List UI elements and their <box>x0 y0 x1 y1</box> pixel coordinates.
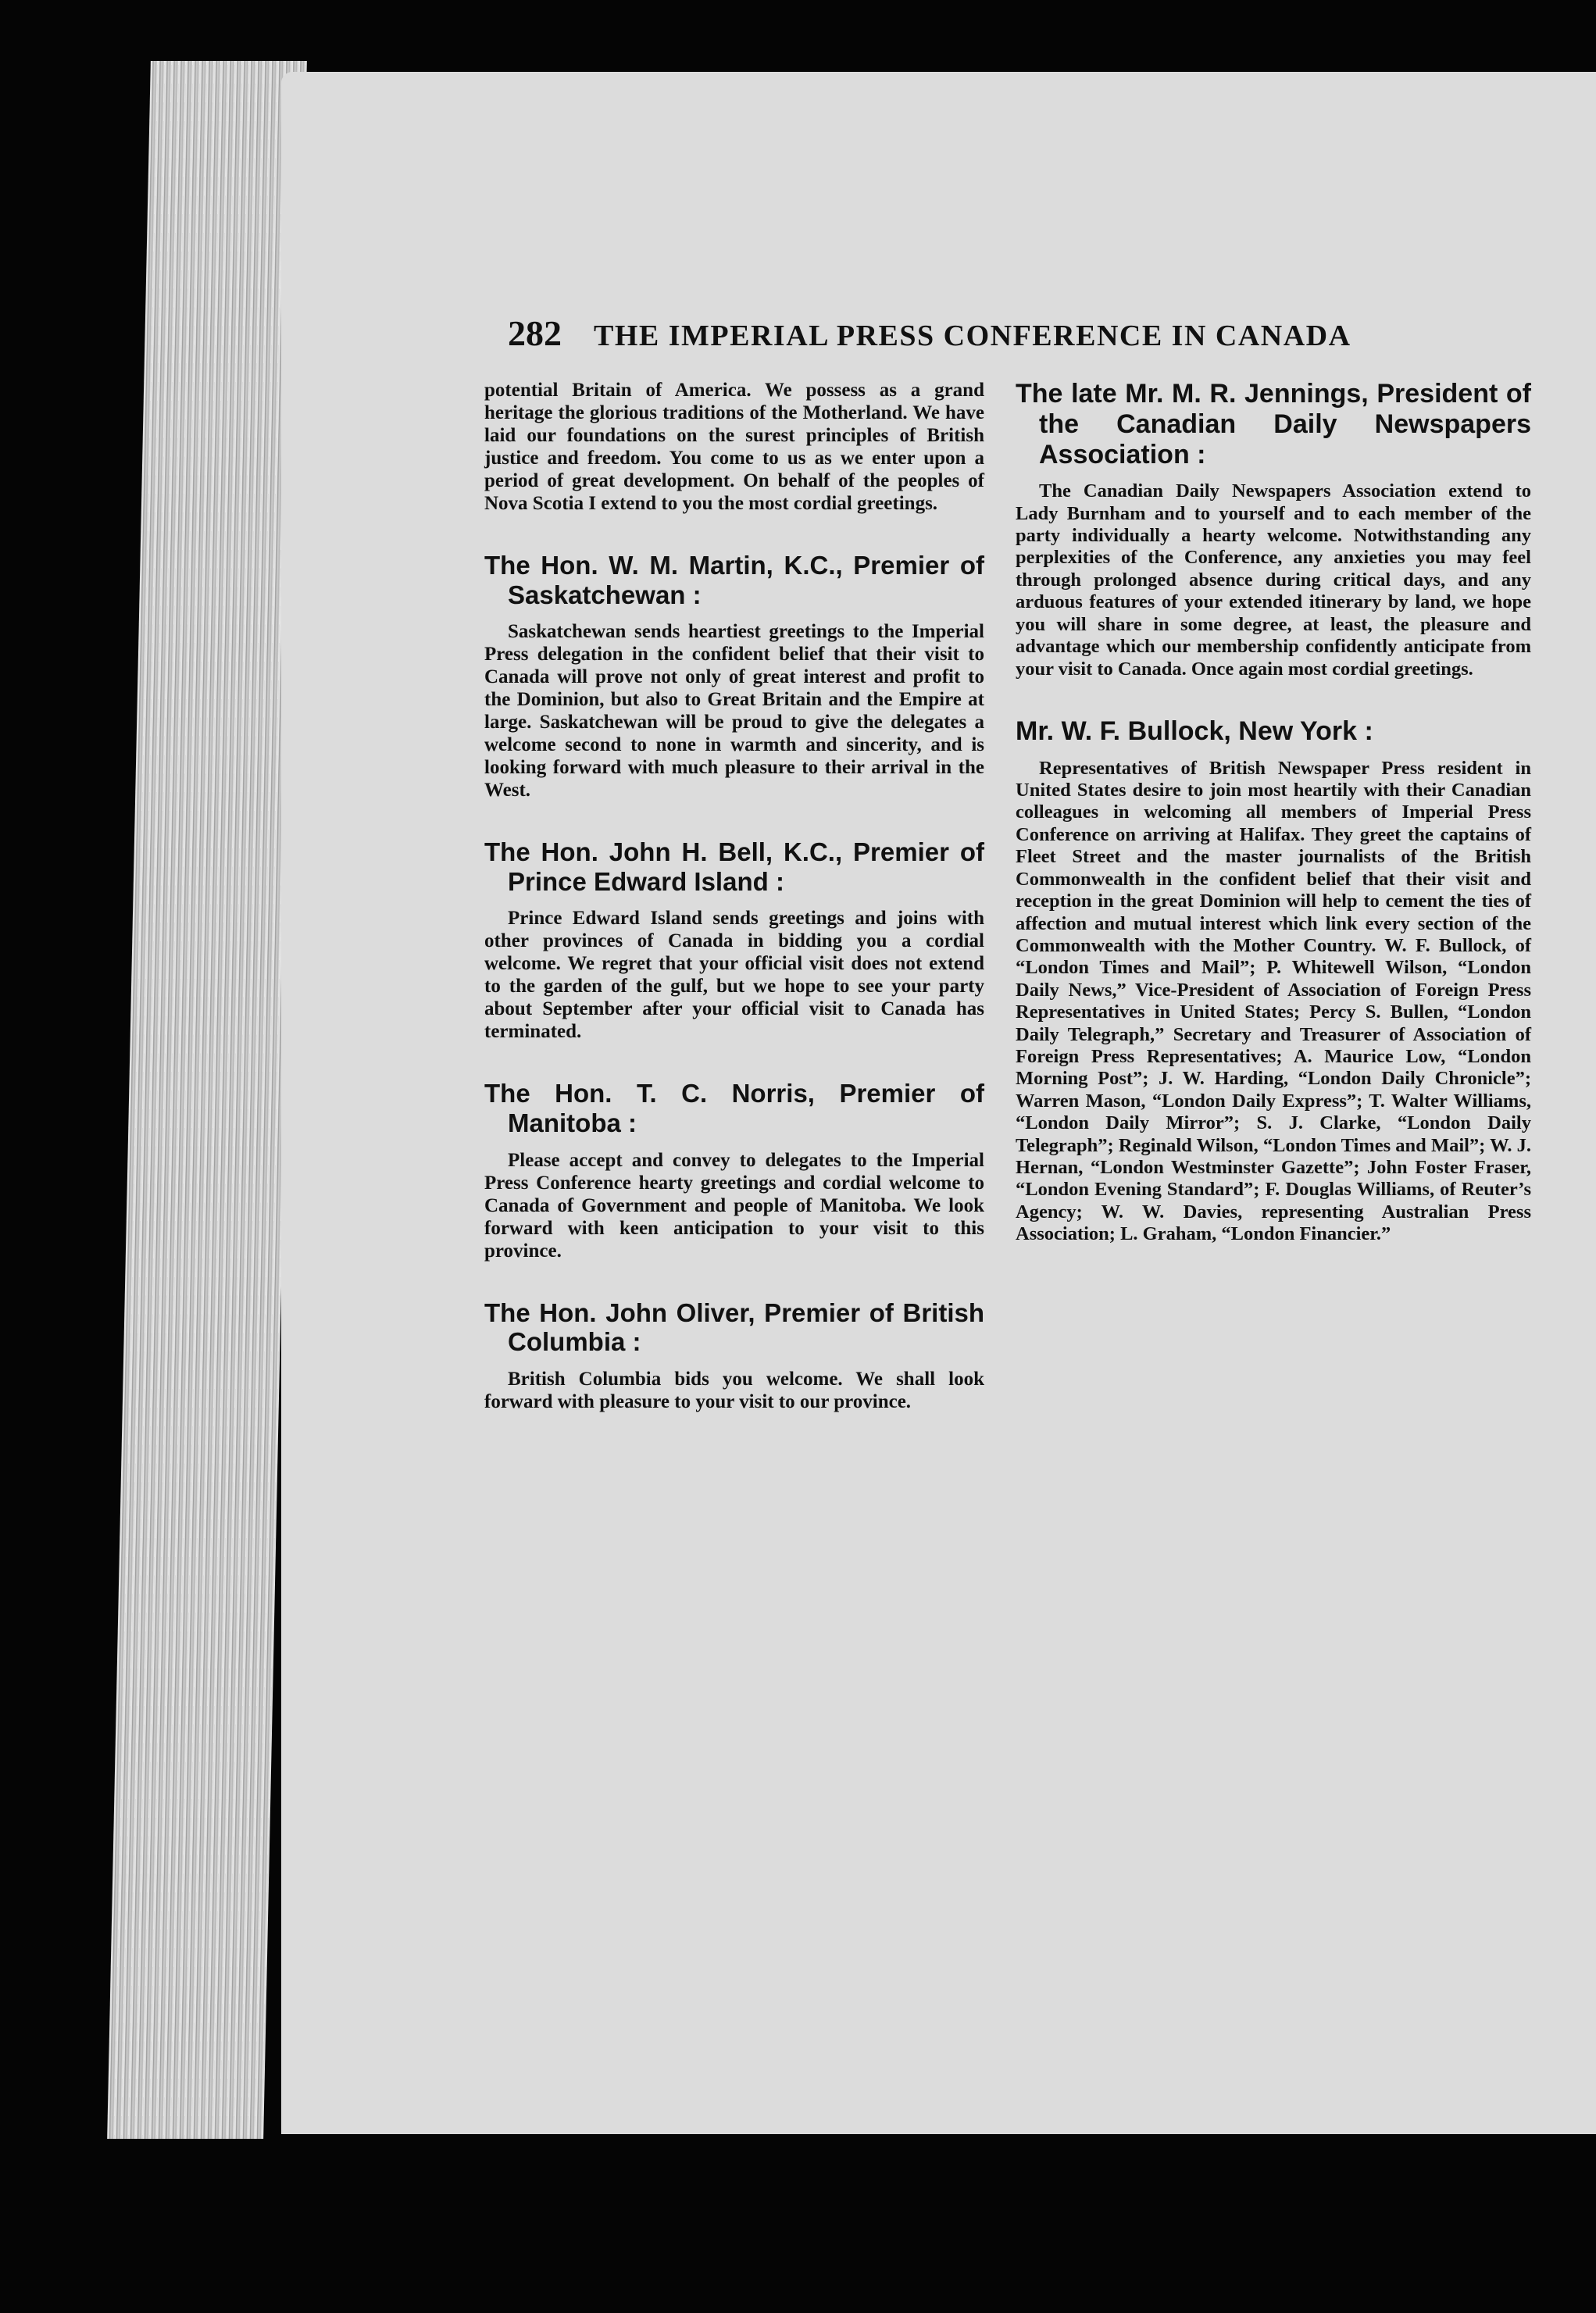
section-body: Prince Edward Island sends greetings and joins with other provinces of Canada in bidding you a cordial welcome. We regret that your official visit does not extend to the garden of the gulf, but we hope to see your party about September after your official visit to Canada has terminated. <box>484 908 984 1043</box>
right-column <box>1016 379 1531 1246</box>
section-heading: Mr. W. F. Bullock, New York : <box>1016 716 1373 746</box>
intro-paragraph: potential Britain of America. We possess as a grand heritage the glorious traditions of the Motherland. We have laid our foundations on the surest principles of British justice and freedom. You come to us as we enter upon a period of great development. On behalf of the peoples of Nova Scotia I extend to you the most cordial greetings. <box>484 380 984 514</box>
section-body: British Columbia bids you welcome. We shall look forward with pleasure to your visit to our province. <box>484 1368 984 1412</box>
page-number: 282 <box>508 313 562 353</box>
section-body: Saskatchewan sends heartiest greetings to the Imperial Press delegation in the confident belief that their visit to Canada will prove not only of great interest and profit to the Dominion, but also to Great Britain and the Empire at large. Saskatchewan will be proud to give the delegates a welcome second to none in warmth and sincerity, and is looking forward with much pleasure to their arrival in the West. <box>484 621 984 801</box>
section-heading: The Hon. T. C. Norris, Premier of Manitoba : <box>484 1079 984 1138</box>
section-body: The Canadian Daily Newspapers Association extend to Lady Burnham and to yourself and to each member of the party individually a hearty welcome. Notwithstanding any perplexities of the Conference, any anxieties you may feel through prolonged absence during critical days, and any arduous features of your extended itinerary by land, we hope you will share in some degree, at least, the pleasure and advantage which our membership confidently anticipate from your visit to Canada. Once again most cordial greetings. <box>1016 480 1531 680</box>
section-jennings <box>1016 379 1531 680</box>
book-page-edges <box>107 61 307 2139</box>
section-heading: The Hon. John H. Bell, K.C., Premier of Prince Edward Island : <box>484 837 984 896</box>
section-heading: The late Mr. M. R. Jennings, President of the Canadian Daily Newspapers Association : <box>1016 379 1531 469</box>
section-manitoba <box>484 1079 984 1262</box>
running-title: THE IMPERIAL PRESS CONFERENCE IN CANADA <box>594 319 1351 352</box>
section-heading: The Hon. W. M. Martin, K.C., Premier of Saskatchewan : <box>484 551 984 609</box>
section-british-columbia <box>484 1298 984 1413</box>
section-body: Please accept and convey to delegates to the Imperial Press Conference hearty greetings and cordial welcome to Canada of Government and people of Manitoba. We look forward with keen anticipation to your visit to this province. <box>484 1149 984 1262</box>
section-saskatchewan <box>484 551 984 801</box>
section-prince-edward-island <box>484 837 984 1043</box>
section-body: Representatives of British Newspaper Press resident in United States desire to join most heartily with their Canadian colleagues in welcoming all members of Imperial Press Conference on arriving at Halifax. They greet the captains of Fleet Street and the master journalists of the British Commonwealth in the confident belief that their visit and reception in the great Dominion will help to cement the ties of affection and mutual interest which link every section of the Commonwealth with the Mother Country. W. F. Bullock, of “London Times and Mail”; P. Whitewell Wilson, “London Daily News,” Vice-President of Association of Foreign Press Representatives in United States; Percy S. Bullen, “London Daily Telegraph,” Secretary and Treasurer of Association of Foreign Press Representatives; A. Maurice Low, “London Morning Post”; J. W. Harding, “London Daily Chronicle”; Warren Mason, “London Daily Express”; T. Walter Williams, “London Daily Mirror”; S. J. Clarke, “London Daily Telegraph”; Reginald Wilson, “London Times and Mail”; W. J. Hernan, “London Westminster Gazette”; John Foster Fraser, “London Evening Standard”; F. Douglas Williams, of Reuter’s Agency; W. W. Davies, representing Australian Press Association; L. Graham, “London Financier.” <box>1016 757 1531 1245</box>
left-column <box>484 379 984 1413</box>
section-bullock <box>1016 716 1531 1246</box>
page-header <box>508 312 1414 359</box>
section-heading: The Hon. John Oliver, Premier of British Columbia : <box>484 1297 984 1357</box>
